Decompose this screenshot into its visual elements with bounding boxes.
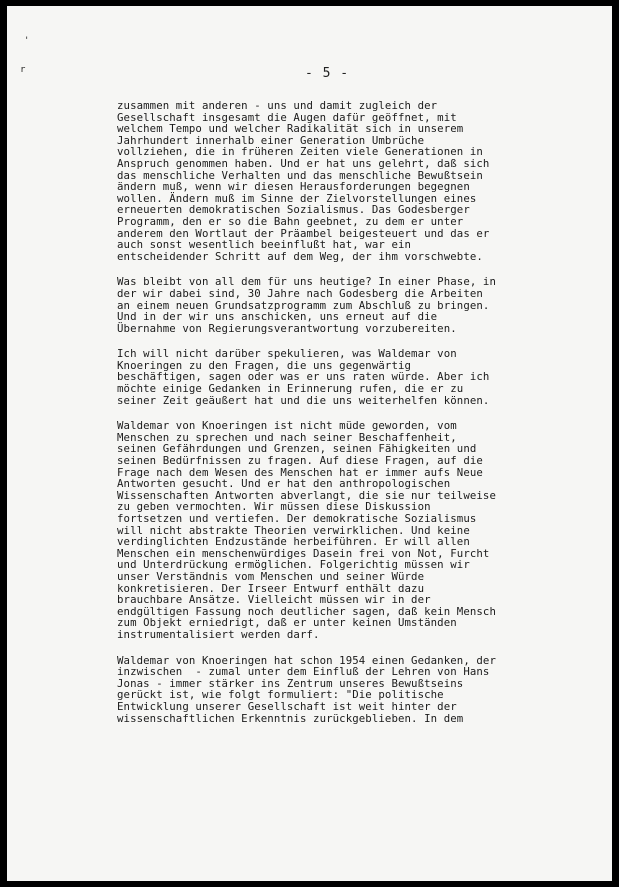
paragraph — [117, 276, 557, 334]
document-page — [7, 6, 612, 881]
text-line: Ich will nicht darüber spekulieren, was Waldemar von — [117, 347, 457, 361]
text-line: Was bleibt von all dem für uns heutige? In einer Phase, in — [117, 275, 496, 289]
text-line: Wissenschaften Antworten abverlangt, die sie nur teilweise — [117, 488, 496, 502]
text-line: Programm, den er so die Bahn geebnet, zu dem er unter — [117, 214, 464, 228]
text-line: Jonas - immer stärker ins Zentrum unseres Bewußtseins — [117, 676, 464, 690]
text-line: wissenschaftlichen Erkenntnis zurückgeblieben. In dem — [117, 711, 464, 725]
scan-speck: ' — [24, 36, 30, 46]
text-line: unser Verständnis vom Menschen und seiner Würde — [117, 569, 425, 583]
text-line: erneuerten demokratischen Sozialismus. Das Godesberger — [117, 203, 470, 217]
text-line: welchem Tempo und welcher Radikalität sich in unserem — [117, 122, 464, 136]
text-line: Waldemar von Knoeringen hat schon 1954 einen Gedanken, der — [117, 653, 496, 667]
text-line: an einem neuen Grundsatzprogramm zum Abschluß zu bringen. — [117, 298, 490, 312]
text-line: vollziehen, die in früheren Zeiten viele Generationen in — [117, 145, 483, 159]
document-body — [117, 100, 557, 738]
text-line: will nicht abstrakte Theorien verwirklichen. Und keine — [117, 523, 470, 537]
text-line: Gesellschaft insgesamt die Augen dafür geöffnet, mit — [117, 110, 457, 124]
text-line: entscheidender Schritt auf dem Weg, der ihm vorschwebte. — [117, 249, 483, 263]
page-number: - 5 - — [305, 66, 350, 81]
paragraph — [117, 348, 557, 406]
text-line: zusammen mit anderen - uns und damit zugleich der — [117, 99, 438, 112]
text-line: seinen Gefährdungen und Grenzen, seinen Fähigkeiten und — [117, 442, 477, 456]
text-line: das menschliche Verhalten und das menschliche Bewußtsein — [117, 168, 483, 182]
text-line: inzwischen - zumal unter dem Einfluß der Lehren von Hans — [117, 665, 490, 679]
text-line: möchte einige Gedanken in Erinnerung rufen, die er zu — [117, 382, 464, 396]
text-line: Anspruch genommen haben. Und er hat uns gelehrt, daß sich — [117, 156, 490, 170]
text-line: ändern muß, wenn wir diesen Herausforderungen begegnen — [117, 180, 470, 194]
text-line: Übernahme von Regierungsverantwortung vorzubereiten. — [117, 321, 457, 335]
text-line: brauchbare Ansätze. Vielleicht müssen wir in der — [117, 593, 431, 607]
text-line: Entwicklung unserer Gesellschaft ist weit hinter der — [117, 699, 457, 713]
text-line: konkretisieren. Der Irseer Entwurf enthält dazu — [117, 581, 425, 595]
text-line: wollen. Ändern muß im Sinne der Zielvorstellungen eines — [117, 191, 477, 205]
paragraph — [117, 100, 557, 262]
text-line: Jahrhundert innerhalb einer Generation Umbrüche — [117, 133, 425, 147]
text-line: Antworten gesucht. Und er hat den anthropologischen — [117, 477, 451, 491]
text-line: verdinglichten Endzustände herbeiführen. Er will allen — [117, 535, 470, 549]
text-line: endgültigen Fassung noch deutlicher sagen, daß kein Mensch — [117, 604, 496, 618]
text-line: seinen Bedürfnissen zu fragen. Auf diese Fragen, auf die — [117, 454, 483, 468]
scan-speck: r — [20, 65, 26, 75]
text-line: instrumentalisiert werden darf. — [117, 627, 320, 641]
text-line: Waldemar von Knoeringen ist nicht müde geworden, vom — [117, 419, 457, 433]
text-line: Menschen ein menschenwürdiges Dasein frei von Not, Furcht — [117, 546, 490, 560]
text-line: Knoeringen zu den Fragen, die uns gegenwärtig — [117, 358, 412, 372]
text-line: beschäftigen, sagen oder was er uns raten würde. Aber ich — [117, 370, 490, 384]
text-line: zu geben vermochten. Wir müssen diese Diskussion — [117, 500, 431, 514]
text-line: und Unterdrückung ermöglichen. Folgerichtig müssen wir — [117, 558, 470, 572]
text-line: zum Objekt erniedrigt, daß er unter keinen Umständen — [117, 616, 457, 630]
text-line: gerückt ist, wie folgt formuliert: "Die politische — [117, 688, 444, 702]
text-line: anderem den Wortlaut der Präambel beigesteuert und das er — [117, 226, 490, 240]
paragraph — [117, 420, 557, 640]
text-line: auch sonst wesentlich beeinflußt hat, war ein — [117, 238, 412, 252]
text-line: der wir dabei sind, 30 Jahre nach Godesberg die Arbeiten — [117, 286, 483, 300]
text-line: Frage nach dem Wesen des Menschen hat er immer aufs Neue — [117, 465, 483, 479]
paragraph — [117, 655, 557, 725]
text-line: fortsetzen und vertiefen. Der demokratische Sozialismus — [117, 512, 477, 525]
text-line: Und in der wir uns anschicken, uns erneut auf die — [117, 310, 438, 324]
text-line: seiner Zeit geäußert hat und die uns weiterhelfen können. — [117, 393, 490, 407]
text-line: Menschen zu sprechen und nach seiner Beschaffenheit, — [117, 430, 457, 444]
